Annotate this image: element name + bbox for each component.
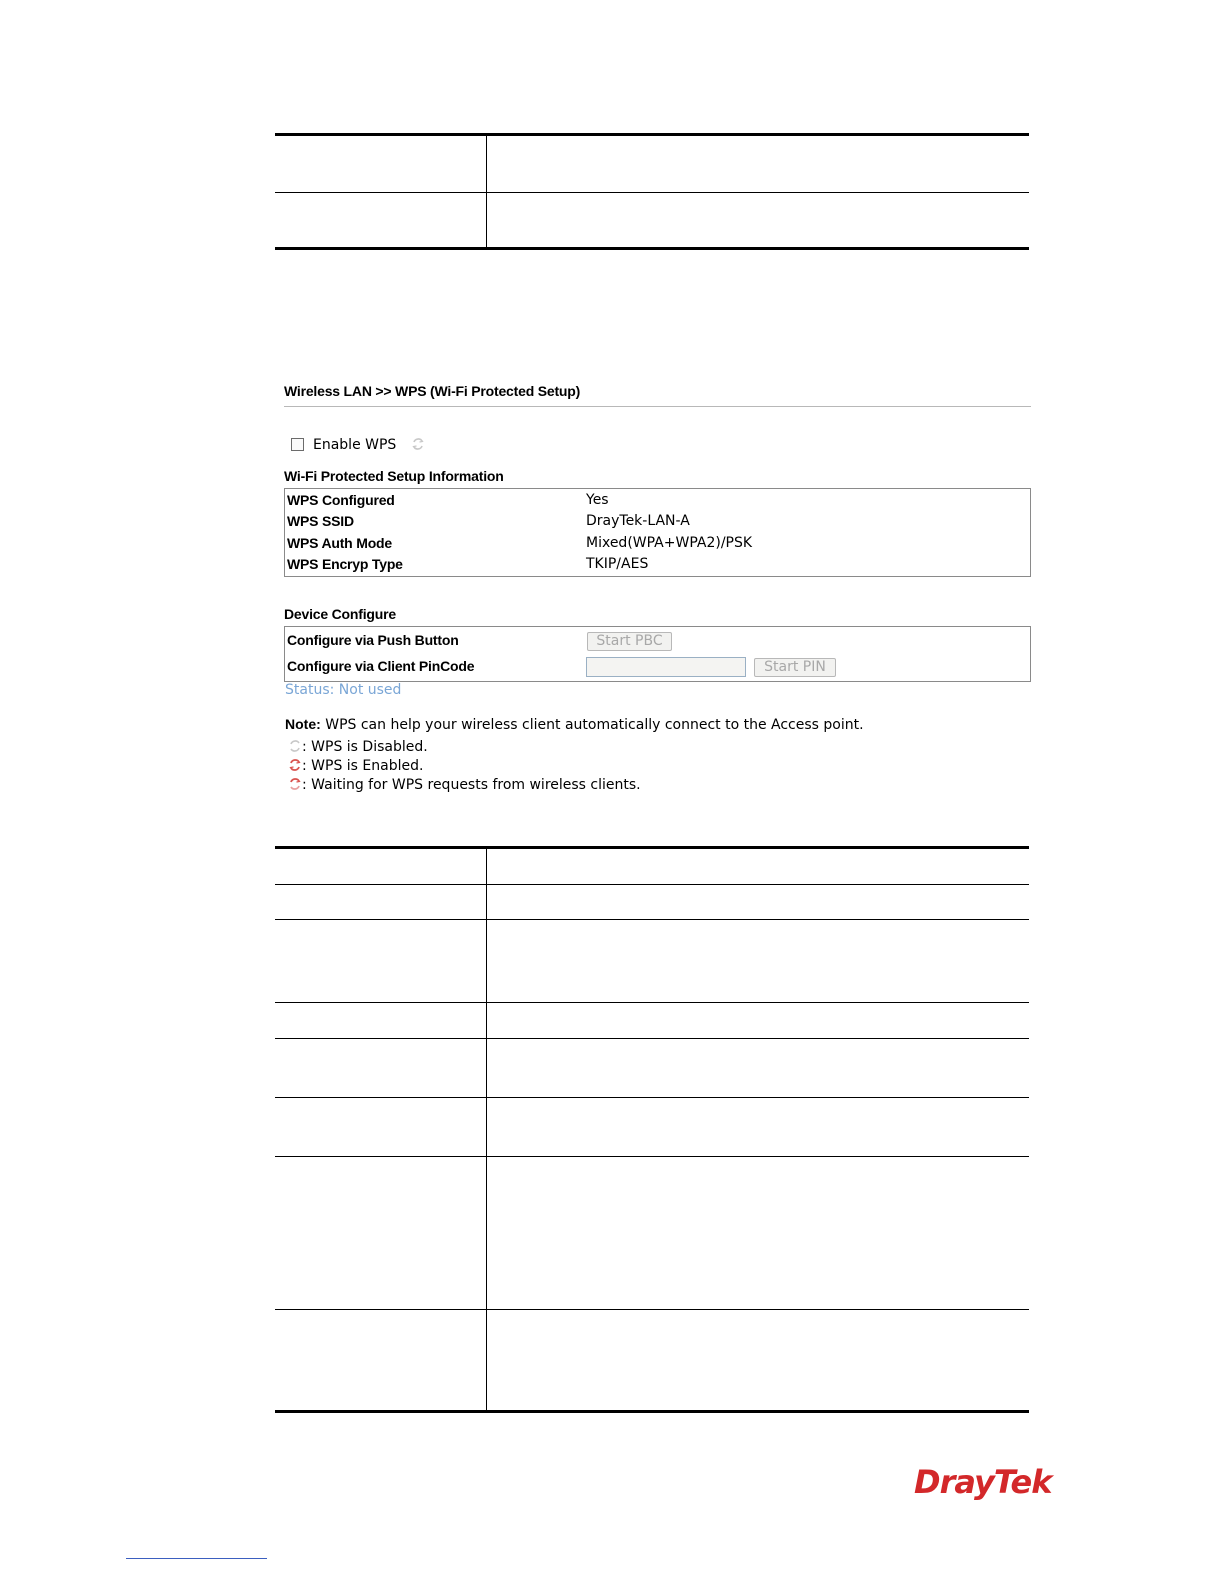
table-row-divider [275, 919, 1029, 920]
wps-auth-mode-label: WPS Auth Mode [287, 535, 392, 551]
note-line [285, 716, 864, 733]
table-row-divider [275, 884, 1029, 885]
pin-code-label: Configure via Client PinCode [287, 658, 475, 674]
table-bottom-rule [275, 1410, 1029, 1413]
device-section-title: Device Configure [284, 606, 396, 622]
wps-encryp-type-value: TKIP/AES [586, 556, 649, 572]
table-bottom-rule [275, 247, 1029, 250]
wps-enabled-text: : WPS is Enabled. [302, 758, 424, 774]
breadcrumb: Wireless LAN >> WPS (Wi-Fi Protected Setup) [284, 383, 581, 399]
push-button-label: Configure via Push Button [287, 632, 459, 648]
table-row-divider [275, 1309, 1029, 1310]
wps-auth-mode-value: Mixed(WPA+WPA2)/PSK [586, 535, 753, 551]
table-row-divider [275, 1156, 1029, 1157]
draytek-logo: DrayTek [914, 1463, 1052, 1501]
wps-disabled-text: : WPS is Disabled. [302, 739, 428, 755]
wps-ssid-label: WPS SSID [287, 513, 354, 529]
table-column-divider [486, 849, 487, 1410]
start-pbc-button[interactable]: Start PBC [587, 632, 672, 651]
note-prefix: Note: [285, 716, 321, 732]
wps-encryp-type-label: WPS Encryp Type [287, 556, 403, 572]
wps-disabled-icon [288, 739, 302, 753]
pin-code-input[interactable] [586, 657, 746, 677]
enable-wps-checkbox[interactable] [291, 438, 304, 451]
wps-configured-label: WPS Configured [287, 492, 395, 508]
breadcrumb-divider [284, 406, 1031, 407]
table-top-rule [275, 133, 1029, 136]
table-column-divider [486, 136, 487, 247]
enable-wps-label: Enable WPS [313, 437, 397, 453]
table-row-divider [275, 1002, 1029, 1003]
wps-status-icon [411, 437, 425, 451]
note-text: WPS can help your wireless client automatically connect to the Access point. [320, 717, 864, 733]
table-top-rule [275, 846, 1029, 849]
footer-link-line [126, 1558, 267, 1559]
start-pin-button[interactable]: Start PIN [754, 658, 836, 677]
table-row-divider [275, 1097, 1029, 1098]
status-text: Status: Not used [285, 682, 402, 698]
table-row-divider [275, 1038, 1029, 1039]
wps-ssid-value: DrayTek-LAN-A [586, 513, 690, 529]
table-row-divider [275, 192, 1029, 193]
wps-waiting-icon [288, 777, 302, 791]
wps-configured-value: Yes [586, 492, 609, 508]
wps-waiting-text: : Waiting for WPS requests from wireless clients. [302, 777, 641, 793]
wps-enabled-icon [288, 758, 302, 772]
info-section-title: Wi-Fi Protected Setup Information [284, 468, 504, 484]
